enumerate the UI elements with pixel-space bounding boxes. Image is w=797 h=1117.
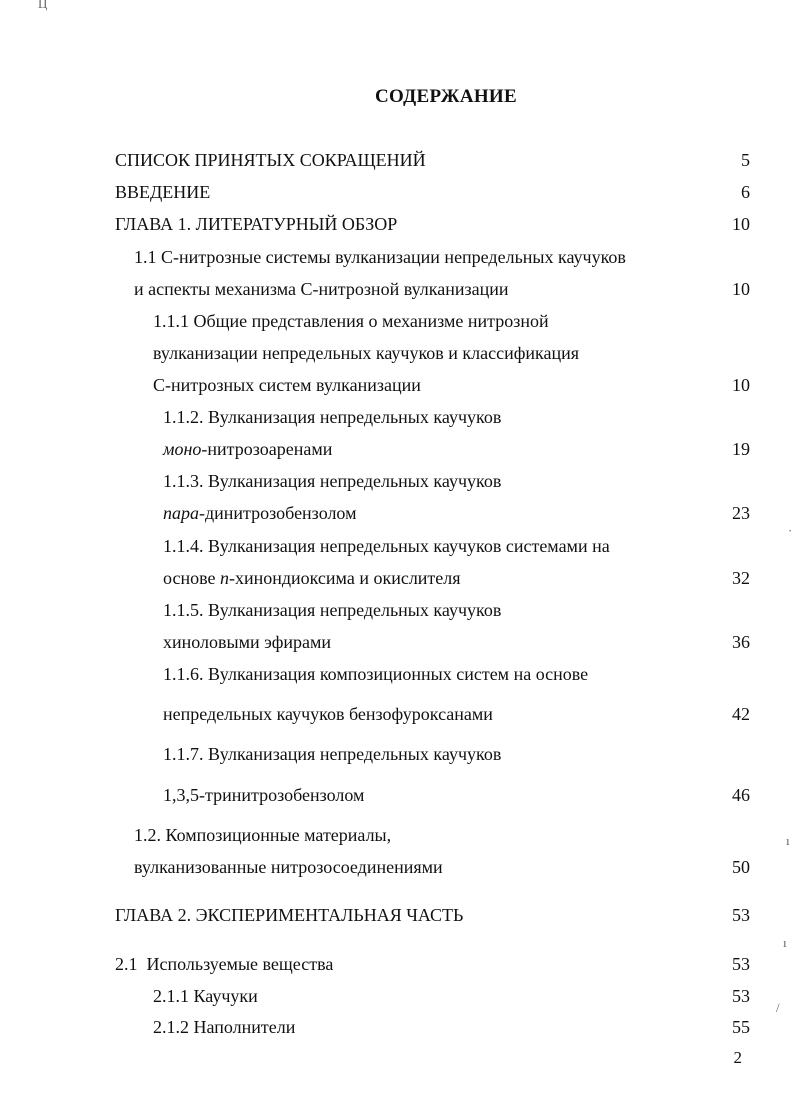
toc-entry-text: 1.1.3. Вулканизация непредельных каучуков <box>163 471 502 491</box>
toc-entry-page: 53 <box>732 905 750 925</box>
toc-entry-page: 36 <box>732 632 750 652</box>
toc-entry-page: 53 <box>732 986 750 1006</box>
scan-artifact-mark: Ц <box>38 0 48 11</box>
toc-entry-page: 32 <box>732 568 750 588</box>
toc-entry-text <box>163 502 356 524</box>
toc-entry-suffix: -динитрозобензолом <box>199 503 357 523</box>
italic-prefix: п <box>219 568 229 588</box>
toc-entry-text: вулканизации непредельных каучуков и классификация <box>153 343 580 363</box>
toc-title: СОДЕРЖАНИЕ <box>375 86 517 107</box>
toc-entry-page: 50 <box>732 857 750 877</box>
toc-entry-page: 5 <box>741 150 750 170</box>
toc-entry-text <box>163 438 332 460</box>
scan-artifact-mark: ı <box>783 935 787 950</box>
toc-entry-text: 1.1.5. Вулканизация непредельных каучуков <box>163 600 502 620</box>
toc-entry-text: вулканизованные нитрозосоединениями <box>134 857 443 877</box>
toc-entry-page: 10 <box>732 214 750 234</box>
scan-artifact-mark: · <box>788 523 793 538</box>
toc-entry-page: 10 <box>732 375 750 395</box>
scan-artifact-mark: / <box>776 1000 780 1015</box>
toc-entry-page: 6 <box>741 182 750 202</box>
toc-entry-text: ГЛАВА 2. ЭКСПЕРИМЕНТАЛЬНАЯ ЧАСТЬ <box>115 905 464 925</box>
toc-entry-text: 1.2. Композиционные материалы, <box>134 825 392 845</box>
toc-entry-page: 10 <box>732 279 750 299</box>
toc-entry-page: 55 <box>732 1017 750 1037</box>
toc-entry-text: 1.1 С-нитрозные системы вулканизации непредельных каучуков <box>134 247 626 267</box>
toc-entry-text: 1.1.1 Общие представления о механизме нитрозной <box>153 311 549 331</box>
toc-entry-text: непредельных каучуков бензофуроксанами <box>163 704 493 724</box>
toc-entry-text: С-нитрозных систем вулканизации <box>153 375 421 395</box>
toc-entry-text: 1.1.7. Вулканизация непредельных каучуков <box>163 744 502 764</box>
toc-entry-text: 2.1.1 Каучуки <box>153 986 258 1006</box>
toc-entry-text: 1,3,5-тринитрозобензолом <box>163 785 365 805</box>
toc-entry-text: СПИСОК ПРИНЯТЫХ СОКРАЩЕНИЙ <box>115 150 426 170</box>
toc-entry-suffix: -нитрозоаренами <box>201 439 333 459</box>
toc-entry-page: 46 <box>732 785 750 805</box>
scan-artifact-mark: ı <box>786 833 790 848</box>
toc-entry-text: и аспекты механизма С-нитрозной вулканизации <box>134 279 509 299</box>
toc-entry-text: ГЛАВА 1. ЛИТЕРАТУРНЫЙ ОБЗОР <box>115 214 398 234</box>
toc-entry-text <box>163 567 461 589</box>
toc-entry-text: хиноловыми эфирами <box>163 632 332 652</box>
toc-entry-text: 2.1 Используемые вещества <box>115 954 334 974</box>
toc-entry-text: 2.1.2 Наполнители <box>153 1017 296 1037</box>
toc-entry-suffix: -хинондиоксима и окислителя <box>228 568 461 588</box>
toc-entry-page: 53 <box>732 954 750 974</box>
italic-prefix: пара <box>163 503 199 523</box>
page-number: 2 <box>733 1048 742 1067</box>
toc-entry-page: 42 <box>732 704 750 724</box>
toc-entry-prefix: основе <box>163 568 220 588</box>
toc-entry-text: 1.1.6. Вулканизация композиционных систем на основе <box>163 664 589 684</box>
italic-prefix: моно <box>163 439 202 459</box>
toc-entry-page: 19 <box>732 439 750 459</box>
toc-entry-page: 23 <box>732 503 750 523</box>
toc-entry-text: ВВЕДЕНИЕ <box>115 182 211 202</box>
toc-entry-text: 1.1.4. Вулканизация непредельных каучуков системами на <box>163 536 610 556</box>
toc-entry-text: 1.1.2. Вулканизация непредельных каучуков <box>163 407 502 427</box>
